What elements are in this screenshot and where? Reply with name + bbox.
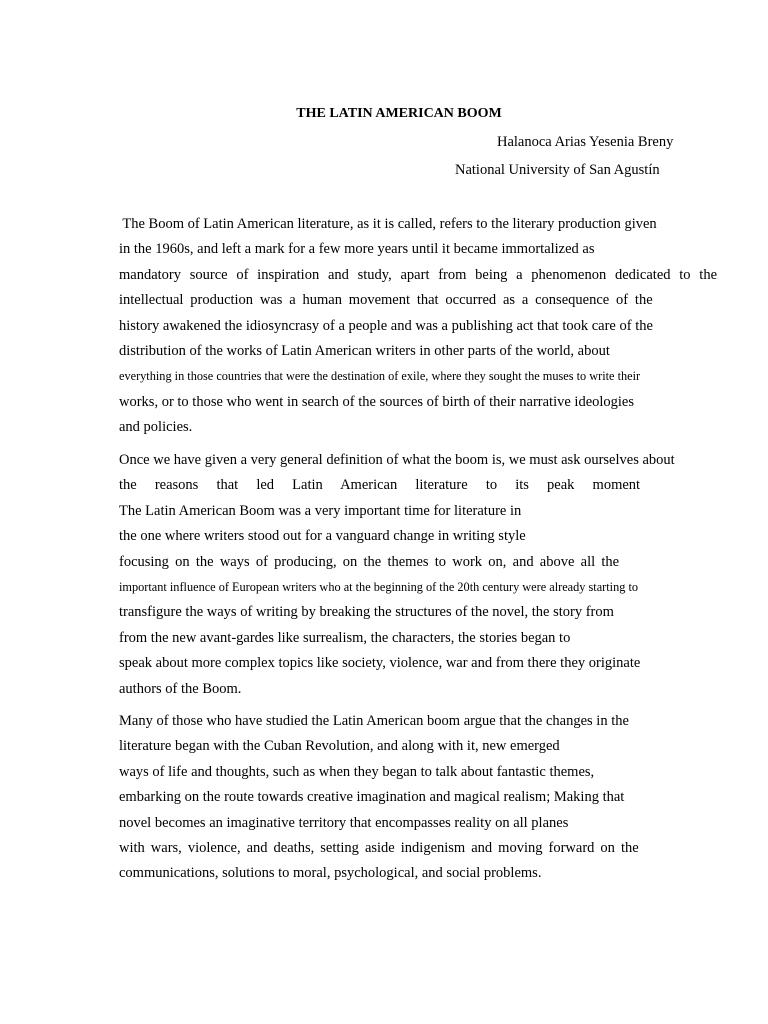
paragraph-line: and policies.: [119, 419, 193, 436]
paragraph-line: the reasons that led Latin American literature to its peak moment: [119, 477, 641, 494]
paragraph-line: from the new avant-gardes like surrealism, the characters, the stories began to: [119, 629, 571, 646]
paragraph-line: everything in those countries that were the destination of exile, where they sought the muses to write their: [119, 369, 641, 384]
paragraph-line: The Latin American Boom was a very important time for literature in: [119, 502, 522, 519]
paragraph-line: focusing on the ways of producing, on the themes to work on, and above all the: [119, 553, 620, 570]
paragraph-line: intellectual production was a human movement that occurred as a consequence of the: [119, 292, 653, 309]
paragraph-line: communications, solutions to moral, psychological, and social problems.: [119, 865, 542, 882]
paragraph-line: with wars, violence, and deaths, setting aside indigenism and moving forward on the: [119, 839, 639, 856]
paragraph-line: the one where writers stood out for a vanguard change in writing style: [119, 528, 526, 545]
document-title: THE LATIN AMERICAN BOOM: [296, 106, 502, 121]
paragraph-3: [119, 709, 717, 887]
paragraph-line: in the 1960s, and left a mark for a few more years until it became immortalized as: [119, 241, 595, 258]
paragraph-1: [119, 212, 717, 441]
paragraph-line: Many of those who have studied the Latin American boom argue that the changes in the: [119, 713, 629, 729]
paragraph-line: distribution of the works of Latin American writers in other parts of the world, about: [119, 342, 610, 359]
paragraph-line: authors of the Boom.: [119, 680, 242, 697]
paragraph-line: The Boom of Latin American literature, as it is called, refers to the literary production given: [119, 216, 657, 232]
paragraph-line: speak about more complex topics like society, violence, war and from there they originate: [119, 655, 641, 672]
paragraph-line: novel becomes an imaginative territory that encompasses reality on all planes: [119, 814, 569, 831]
author-affiliation: National University of San Agustín: [455, 162, 660, 178]
paragraph-line: ways of life and thoughts, such as when they began to talk about fantastic themes,: [119, 763, 595, 780]
paragraph-line: embarking on the route towards creative imagination and magical realism; Making that: [119, 789, 625, 806]
paragraph-line: important influence of European writers who at the beginning of the 20th century were already starting to: [119, 579, 639, 594]
paragraph-2: [119, 448, 717, 702]
paragraph-line: mandatory source of inspiration and study, apart from being a phenomenon dedicated to the: [119, 266, 717, 283]
paragraph-line: Once we have given a very general definition of what the boom is, we must ask ourselves about: [119, 452, 675, 468]
paragraph-line: transfigure the ways of writing by breaking the structures of the novel, the story from: [119, 604, 614, 621]
paragraph-line: literature began with the Cuban Revolution, and along with it, new emerged: [119, 738, 560, 755]
paragraph-line: works, or to those who went in search of the sources of birth of their narrative ideologies: [119, 393, 635, 410]
paragraph-line: history awakened the idiosyncrasy of a people and was a publishing act that took care of the: [119, 317, 653, 334]
author-name: Halanoca Arias Yesenia Breny: [497, 134, 674, 150]
